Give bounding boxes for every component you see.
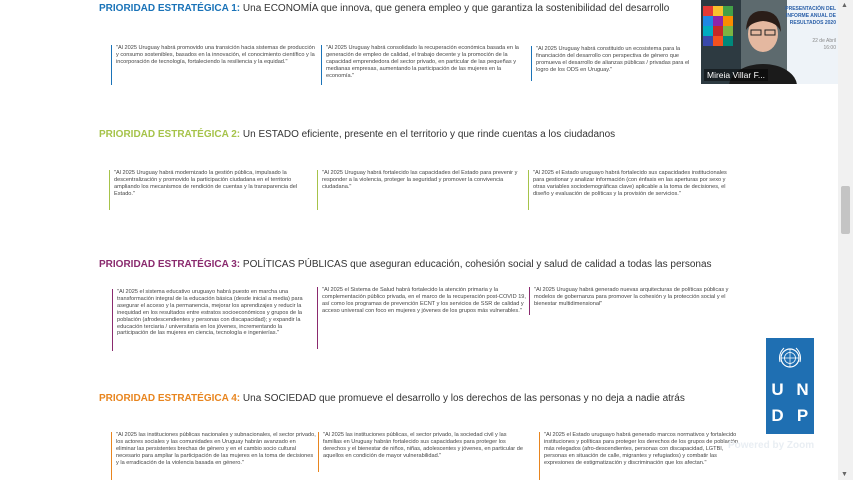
event-time: 16:00: [823, 45, 836, 51]
vertical-scrollbar[interactable]: [838, 0, 853, 480]
priority-1-heading: PRIORIDAD ESTRATÉGICA 1: Una ECONOMÍA que innova, que genera empleo y que garantiza la sostenibilidad del desarrollo: [99, 3, 670, 14]
priority-4-quote-2: "Al 2025 las instituciones públicas, el sector privado, la sociedad civil y las familias en Uruguay habrán fortalecido sus capacidades para proteger los derechos y el bienestar de niños, niñas, adolescentes y jóvenes, en particular de aquellos en condición de mayor vulnerabilidad.": [318, 432, 523, 472]
event-title-line-2: INFORME ANUAL DE: [786, 13, 836, 19]
presenter-name: Mireia Villar F...: [704, 69, 768, 81]
priority-3-heading: PRIORIDAD ESTRATÉGICA 3: POLÍTICAS PÚBLICAS que aseguran educación, cohesión social y salud de calidad a todas las personas: [99, 259, 712, 270]
priority-2-heading: PRIORIDAD ESTRATÉGICA 2: Un ESTADO eficiente, presente en el territorio y que rinde cuentas a los ciudadanos: [99, 129, 616, 140]
priority-1-quote-1: "Al 2025 Uruguay habrá promovido una transición hacia sistemas de producción y consumo sostenibles, basados en la innovación, el conocimiento científico y la incorporación de tecnología, fortaleciendo la resiliencia y la equidad.": [111, 45, 316, 85]
priority-2-quote-2: "Al 2025 Uruguay habrá fortalecido las capacidades del Estado para prevenir y responder a la violencia, proteger la seguridad y promover la convivencia ciudadana.": [317, 170, 522, 210]
scrollbar-thumb[interactable]: [841, 186, 850, 234]
event-title-line-3: RESULTADOS 2020: [789, 20, 836, 26]
priority-3-quote-1: "Al 2025 el sistema educativo uruguayo habrá puesto en marcha una transformación integral de la educación básica (desde inicial a media) para asegurar el acceso y la permanencia, mejorar los aprendizajes y reducir la inequidad en los resultados entre estratos socioeconómicos y grupos de la población (afrodescendientes y personas con discapacidad); y expandir la educación terciaria / universitaria en los jóvenes, incrementando la participación de las mujeres en ciencia, tecnología e ingenierías.": [112, 289, 312, 351]
priority-4-heading: PRIORIDAD ESTRATÉGICA 4: Una SOCIEDAD que promueve el desarrollo y los derechos de las personas y no deja a nadie atrás: [99, 393, 685, 404]
event-date: 22 de Abril: [812, 38, 836, 44]
priority-4-quote-1: "Al 2025 las instituciones públicas nacionales y subnacionales, el sector privado, los actores sociales y las comunidades en Uruguay habrán avanzado en eliminar las persistentes brechas de género y en el cambio socio cultural necesario para ampliar la participación de las mujeres en la toma de decisiones y la erradicación de la violencia basada en género.": [111, 432, 316, 480]
scroll-up-icon[interactable]: ▲: [841, 2, 848, 9]
priority-2-quote-3: "Al 2025 el Estado uruguayo habrá fortalecido sus capacidades institucionales para gestionar y analizar información (con énfasis en las aperturas por sexo y otras variables sociodemográficas clave) aplicable a la toma de decisiones, el diseño y evaluación de políticas y la provisión de servicios.": [528, 170, 736, 210]
priority-3-quote-3: "Al 2025 Uruguay habrá generado nuevas arquitecturas de políticas públicas y modelos de gobernanza para promover la cohesión y la protección social y el bienestar multidimensional": [529, 287, 734, 315]
zoom-watermark: Powered by Zoom: [728, 440, 815, 451]
undp-logo: [766, 338, 814, 434]
scroll-down-icon[interactable]: ▼: [841, 471, 848, 478]
undp-letter-u: U: [771, 380, 784, 399]
priority-1-quote-2: "Al 2025 Uruguay habrá consolidado la recuperación económica basada en la generación de empleo de calidad, el trabajo decente y la promoción de la capacidad emprendedora del sector privado, en particular de las pequeñas y medianas empresas, aumentando la participación de las mujeres en la economía.": [321, 45, 526, 85]
speaker-video-tile[interactable]: [701, 0, 838, 84]
priority-4-quote-3: "Al 2025 el Estado uruguayo habrá generado marcos normativos y fortalecido instituciones y políticas para proteger los derechos de los grupos de población más relegados (afro-descendientes, personas con discapacidad, LGTBI, personas en situación de calle, migrantes y refugiados) y combatir las expresiones de estigmatización y discriminación que los afectan.": [539, 432, 739, 480]
undp-letter-n: N: [796, 380, 809, 399]
un-emblem-icon: [776, 344, 804, 372]
undp-letter-p: P: [796, 406, 809, 425]
priority-3-quote-2: "Al 2025 el Sistema de Salud habrá fortalecido la atención primaria y la complementación público privada, en el marco de la recuperación post-COVID 19, así como los programas de prevención ECNT y los servicios de SSR de calidad y acceso universal con foco en mujeres y jóvenes de los grupos más vulnerables.": [317, 287, 527, 349]
event-title-line-1: PRESENTACIÓN DEL: [785, 6, 836, 12]
undp-letter-d: D: [771, 406, 784, 425]
priority-2-quote-1: "Al 2025 Uruguay habrá modernizado la gestión pública, impulsado la descentralización y promovido la participación ciudadana en el territorio ampliando los mecanismos de rendición de cuentas y la transparencia del Estado.": [109, 170, 314, 210]
priority-1-quote-3: "Al 2025 Uruguay habrá constituido un ecosistema para la financiación del desarrollo con perspectiva de género que promueva el desarrollo de alianzas públicas / privadas para el logro de los ODS en Uruguay.": [531, 46, 701, 81]
